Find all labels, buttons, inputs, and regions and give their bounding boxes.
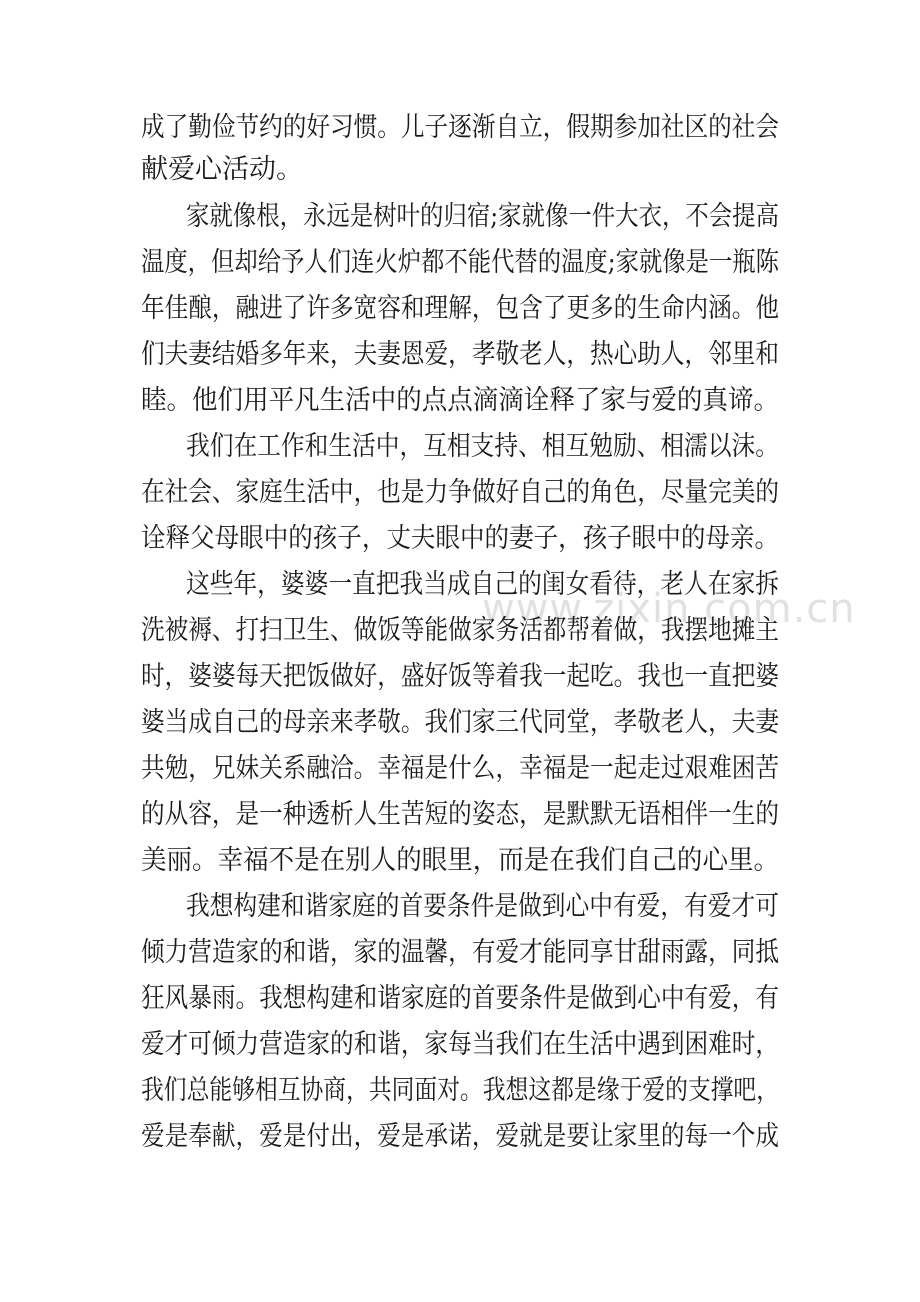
- watermark: www.zixin.com.cn: [482, 586, 856, 632]
- text-line: [0, 606, 920, 656]
- text-line: [0, 698, 920, 748]
- text-line: [0, 882, 920, 932]
- line-text: 美丽。幸福不是在别人的眼里，而是在我们自己的心里。: [141, 845, 779, 876]
- line-text: 家就像根，永远是树叶的归宿;家就像一件大衣，不会提高: [186, 201, 779, 232]
- text-line: [0, 284, 920, 334]
- line-text: 洗被褥、打扫卫生、做饭等能做家务活都帮着做，我摆地摊主: [141, 615, 779, 646]
- text-line: [0, 1020, 920, 1070]
- line-text: 爱是奉献，爱是付出，爱是承诺，爱就是要让家里的每一个成: [141, 1121, 779, 1152]
- text-line: [0, 560, 920, 610]
- text-line: [0, 422, 920, 472]
- line-text: 我们总能够相互协商，共同面对。我想这都是缘于爱的支撑吧，: [141, 1075, 779, 1106]
- text-line: [0, 376, 920, 426]
- text-line: [0, 744, 920, 794]
- text-line: [0, 468, 920, 518]
- text-line: [0, 192, 920, 242]
- line-text: 共勉，兄妹关系融洽。幸福是什么，幸福是一起走过艰难困苦: [141, 753, 779, 784]
- text-line: [0, 790, 920, 840]
- line-text: 爱才可倾力营造家的和谐，家每当我们在生活中遇到困难时，: [141, 1029, 779, 1060]
- line-text: 献爱心活动。: [141, 154, 303, 185]
- text-line: [0, 974, 920, 1024]
- line-text: 睦。他们用平凡生活中的点点滴滴诠释了家与爱的真谛。: [141, 385, 779, 416]
- text-line: [0, 836, 920, 886]
- text-line: [0, 1112, 920, 1162]
- line-text: 我们在工作和生活中，互相支持、相互勉励、相濡以沫。: [186, 431, 779, 462]
- line-text: 年佳酿，融进了许多宽容和理解，包含了更多的生命内涵。他: [141, 293, 779, 324]
- line-text: 温度，但却给予人们连火炉都不能代替的温度;家就像是一瓶陈: [141, 247, 779, 278]
- text-line: [0, 145, 920, 195]
- line-text: 这些年，婆婆一直把我当成自己的闺女看待，老人在家拆: [186, 569, 779, 600]
- text-line: [0, 928, 920, 978]
- line-text: 婆当成自己的母亲来孝敬。我们家三代同堂，孝敬老人，夫妻: [141, 707, 779, 738]
- line-text: 我想构建和谐家庭的首要条件是做到心中有爱，有爱才可: [186, 891, 779, 922]
- line-text: 狂风暴雨。我想构建和谐家庭的首要条件是做到心中有爱，有: [141, 983, 779, 1014]
- line-text: 诠释父母眼中的孩子，丈夫眼中的妻子，孩子眼中的母亲。: [141, 523, 779, 554]
- text-line: [0, 330, 920, 380]
- text-line: [0, 514, 920, 564]
- text-line: [0, 652, 920, 702]
- line-text: 时，婆婆每天把饭做好，盛好饭等着我一起吃。我也一直把婆: [141, 661, 779, 692]
- text-line: [0, 238, 920, 288]
- line-text: 在社会、家庭生活中，也是力争做好自己的角色，尽量完美的: [141, 477, 779, 508]
- line-text: 倾力营造家的和谐，家的温馨，有爱才能同享甘甜雨露，同抵: [141, 937, 779, 968]
- line-text: 的从容，是一种透析人生苦短的姿态，是默默无语相伴一生的: [141, 799, 779, 830]
- text-line: [0, 1066, 920, 1116]
- line-text: 们夫妻结婚多年来，夫妻恩爱，孝敬老人，热心助人，邻里和: [141, 339, 779, 370]
- line-text: 成了勤俭节约的好习惯。儿子逐渐自立，假期参加社区的社会: [141, 112, 779, 143]
